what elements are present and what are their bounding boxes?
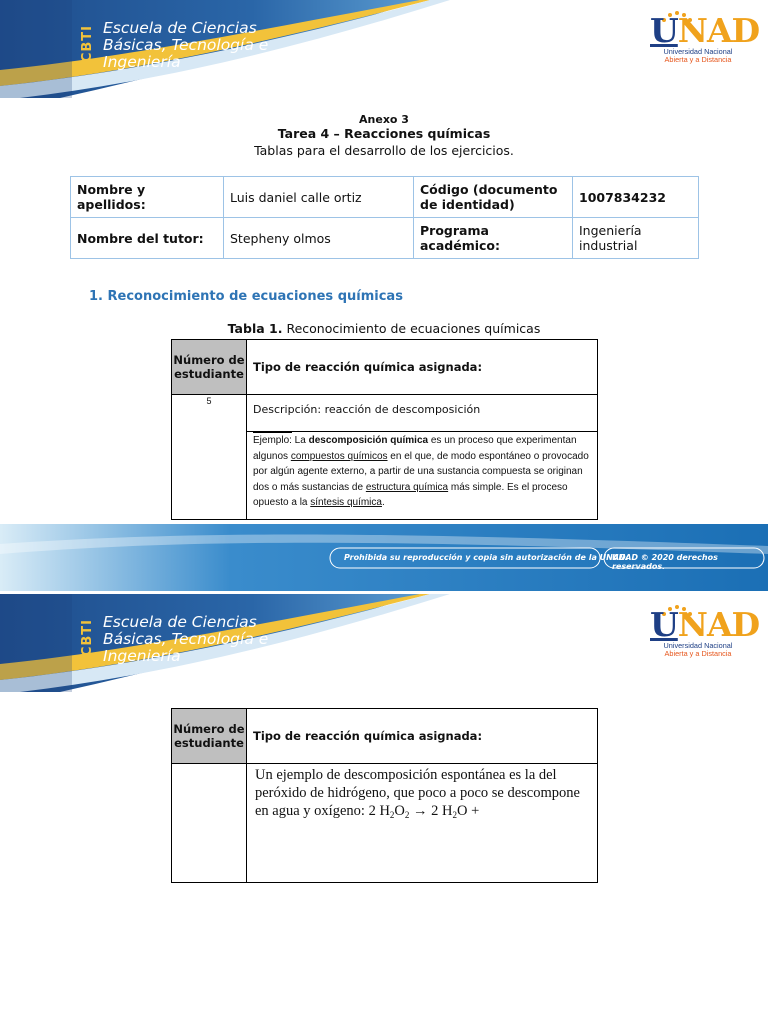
unad-logo: UNAD Universidad Nacional Abierta y a Distancia: [650, 605, 760, 658]
footer-notice: Prohibida su reproducción y copia sin autorización de la UNAD.: [344, 553, 629, 562]
code-value: 1007834232: [573, 177, 699, 218]
ecbti-label: ECBTI: [80, 24, 96, 72]
program-value: Ingeniería industrial: [573, 218, 699, 259]
annex-title: Anexo 3: [359, 113, 409, 126]
student-number-header: Número de estudiante: [172, 340, 247, 395]
description-cell: Descripción: reacción de descomposición: [247, 395, 598, 432]
student-number-cell: 5: [172, 395, 247, 520]
unad-logo: UNAD Universidad Nacional Abierta y a Distancia: [650, 11, 760, 64]
example-cell: Ejemplo: La descomposición química es un proceso que experimentan algunos compuestos químicos en el que, de modo espontáneo o provocado por algún agente externo, a partir de una sustancia compuesta se originan dos o más sustancias de estructura química más simple. Es el proceso opuesto a la síntesis química.: [247, 432, 598, 520]
reaction-type-header: Tipo de reacción química asignada:: [247, 709, 598, 764]
ecbti-label: ECBTI: [80, 618, 96, 666]
tutor-value: Stepheny olmos: [224, 218, 414, 259]
header-banner: [0, 0, 768, 98]
footer-rights: UNAD © 2020 derechos reservados.: [612, 553, 718, 571]
section-heading: 1. Reconocimiento de ecuaciones químicas: [89, 289, 403, 304]
tutor-label: Nombre del tutor:: [71, 218, 224, 259]
page-footer: [0, 524, 768, 591]
reaction-type-header: Tipo de reacción química asignada:: [247, 340, 598, 395]
table-caption: Tabla 1. Reconocimiento de ecuaciones químicas: [227, 321, 541, 336]
school-name: Escuela de Ciencias Básicas, Tecnología e Ingeniería: [103, 613, 269, 665]
reaction-table: [171, 339, 598, 520]
name-label: Nombre y apellidos:: [71, 177, 224, 218]
example-text-cell: Un ejemplo de descomposición espontánea es la del peróxido de hidrógeno, que poco a poco se descompone en agua y oxígeno: 2 $H_2O_2 \to 2$ $H_2O$ +: [247, 764, 598, 883]
student-info-table: [70, 176, 699, 259]
task-subtitle: Tablas para el desarrollo de los ejercicios.: [254, 143, 514, 158]
reaction-table-continued: [171, 708, 598, 883]
student-number-cell: [172, 764, 247, 883]
program-label: Programa académico:: [414, 218, 573, 259]
header-banner-page2: [0, 594, 768, 692]
code-label: Código (documento de identidad): [414, 177, 573, 218]
school-name: Escuela de Ciencias Básicas, Tecnología e Ingeniería: [103, 19, 269, 71]
task-title: Tarea 4 – Reacciones químicas: [277, 126, 491, 141]
name-value: Luis daniel calle ortiz: [224, 177, 414, 218]
student-number-header: Número de estudiante: [172, 709, 247, 764]
